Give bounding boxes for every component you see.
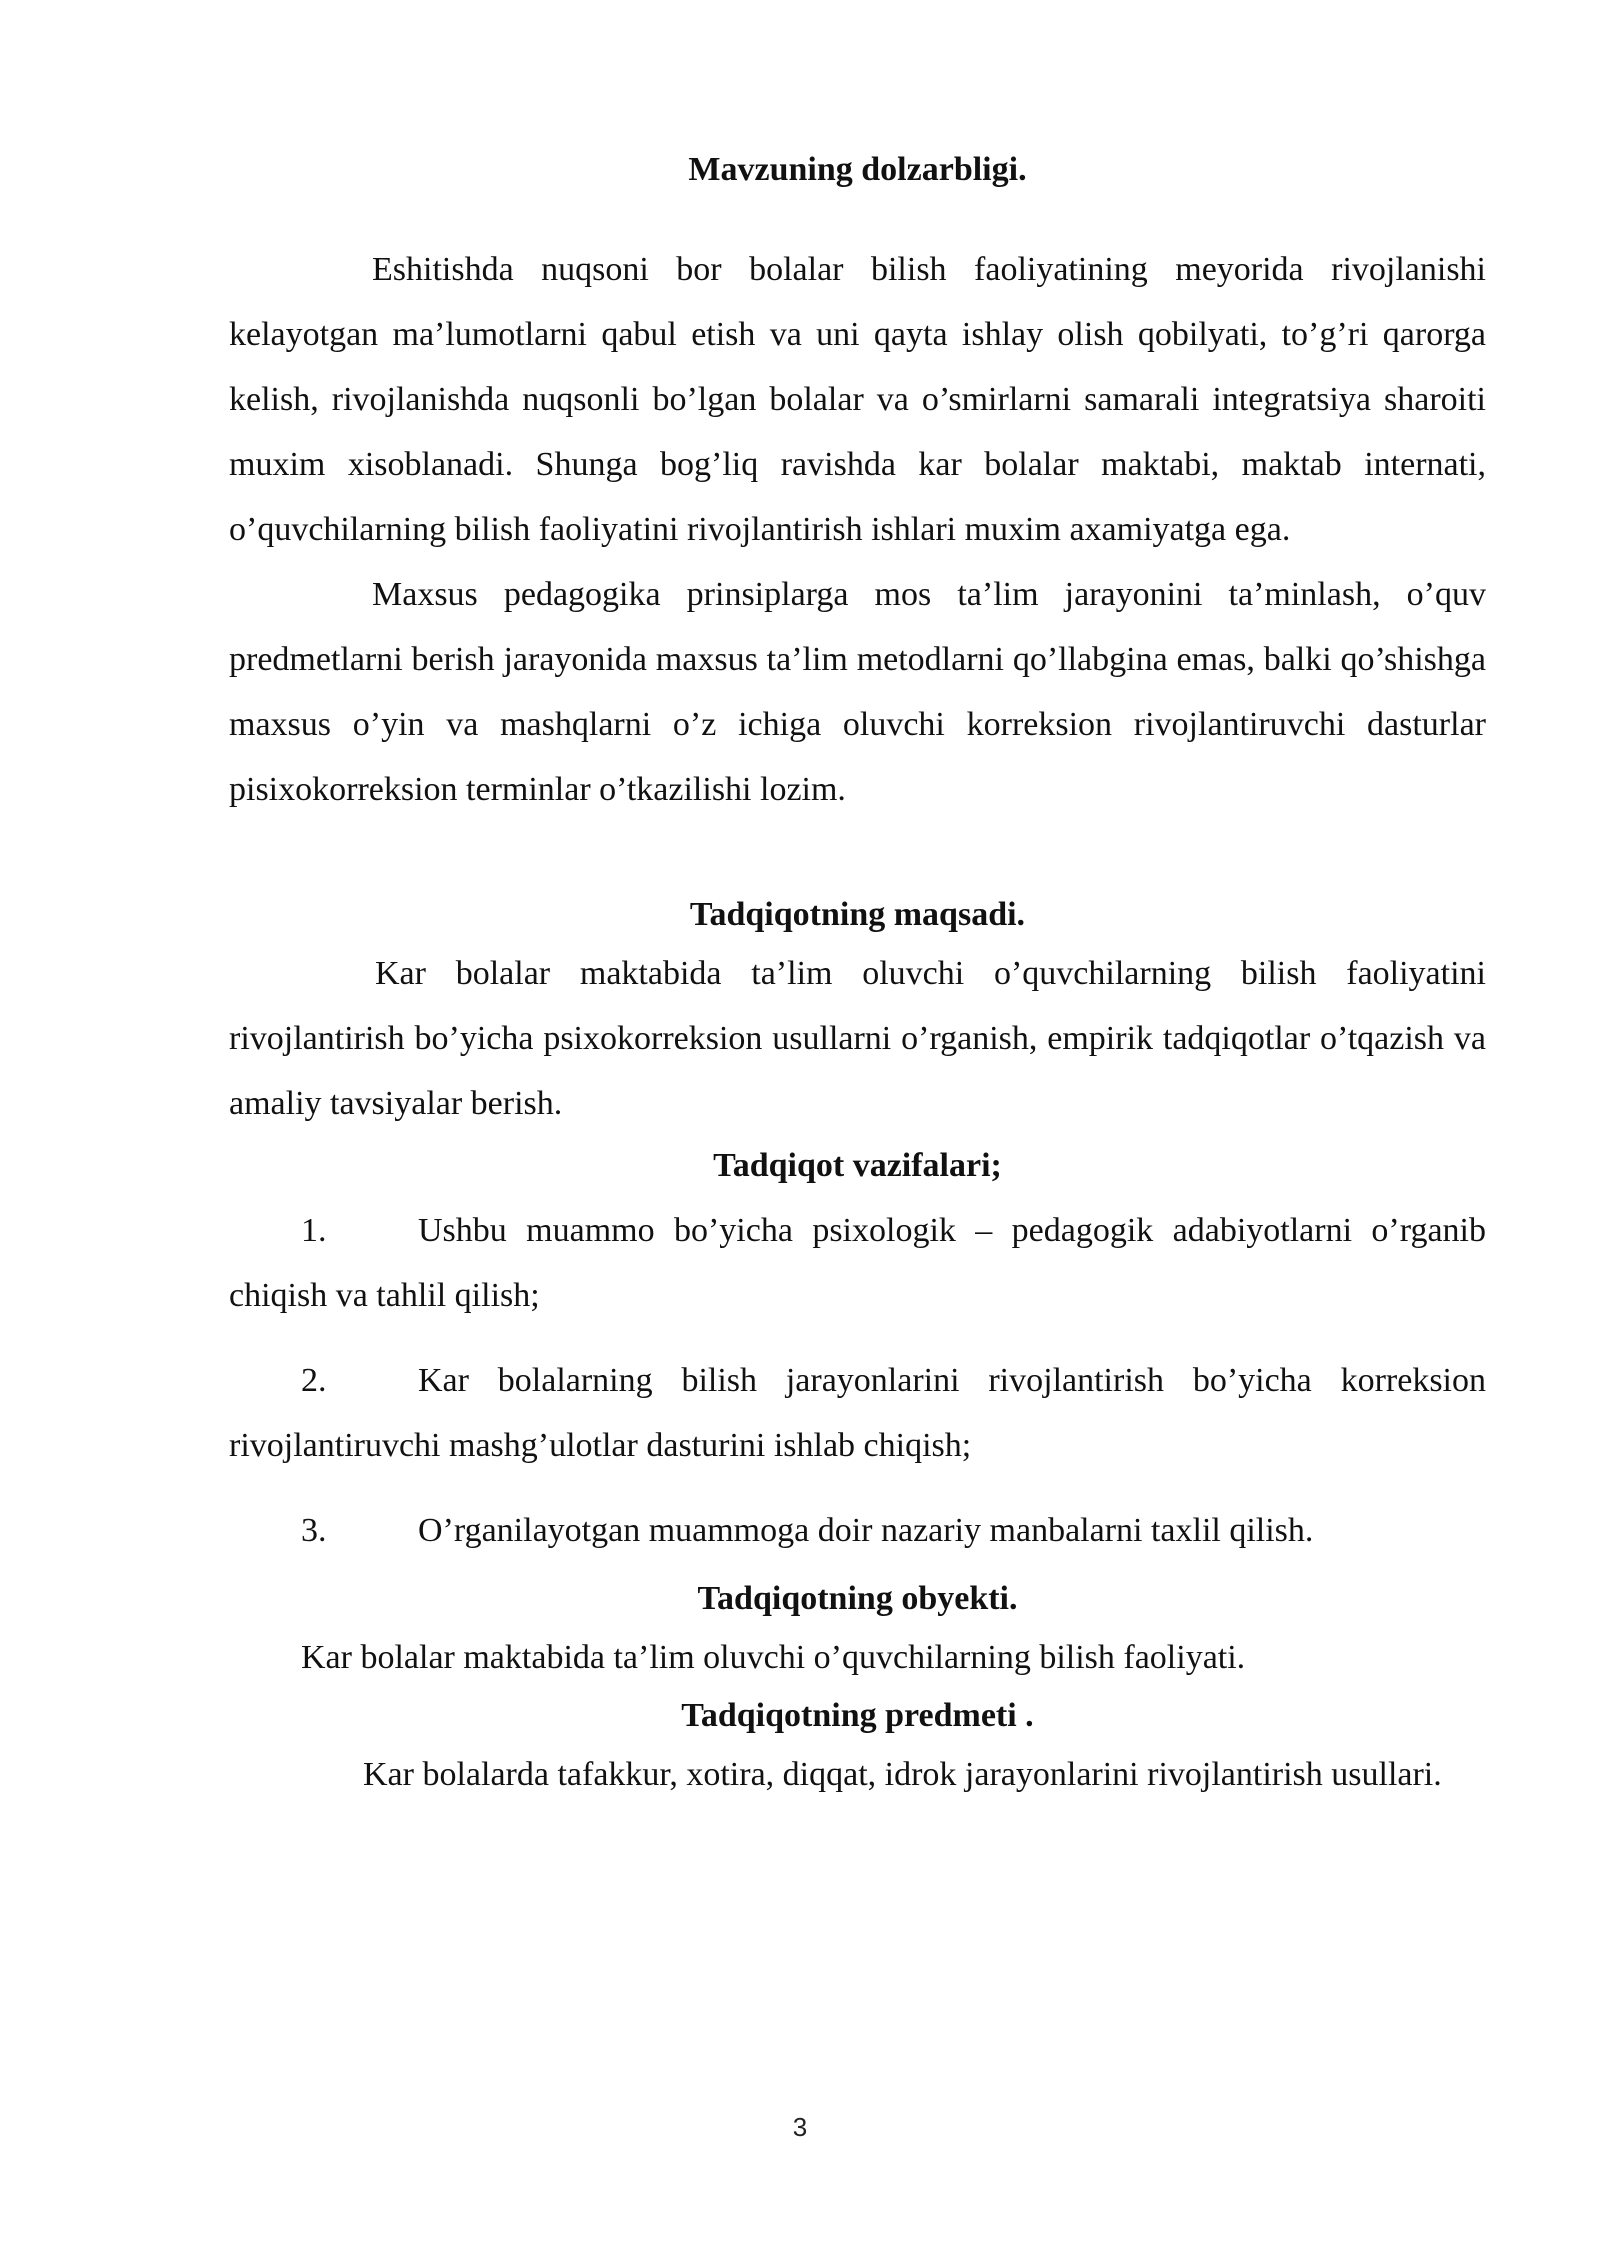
- document-page: [229, 150, 1486, 1807]
- list-item-3: [229, 1498, 1486, 1563]
- heading-vazifalar: Tadqiqot vazifalari;: [713, 1147, 1002, 1184]
- list-item-2: [229, 1348, 1486, 1478]
- paragraph-dolzarblik-1: Eshitishda nuqsoni bor bolalar bilish faoliyatining meyorida rivojlanishi kelayotgan ma’lumotlarni qabul etish va uni qayta ishlay olish qobilyati, to’g’ri qarorga kelish, rivojlanishda nuqsonli bo’lgan bolalar va o’smirlarni samarali integratsiya sharoiti muxim xisoblanadi. Shunga bog’liq ravishda kar bolalar maktabi, maktab internati, o’quvchilarning bilish faoliyatini rivojlantirish ishlari muxim axamiyatga ega.: [229, 251, 1486, 548]
- heading-obyekt: Tadqiqotning obyekti.: [697, 1580, 1018, 1617]
- list-item-1: [229, 1198, 1486, 1328]
- heading-predmet: Tadqiqotning predmeti .: [681, 1697, 1034, 1734]
- list-number: 1.: [301, 1212, 327, 1249]
- paragraph-dolzarblik-2: Maxsus pedagogika prinsiplarga mos ta’lim jarayonini ta’minlash, o’quv predmetlarni berish jarayonida maxsus ta’lim metodlarni qo’llabgina emas, balki qo’shishga maxsus o’yin va mashqlarni o’z ichiga oluvchi korreksion rivojlantiruvchi dasturlar pisixokorreksion terminlar o’tkazilishi lozim.: [229, 576, 1486, 808]
- list-number: 3.: [301, 1512, 327, 1549]
- paragraph-obyekt: Kar bolalar maktabida ta’lim oluvchi o’quvchilarning bilish faoliyati.: [301, 1639, 1246, 1676]
- list-item-text: Kar bolalarning bilish jarayonlarini rivojlantirish bo’yicha korreksion rivojlantiruvchi mashg’ulotlar dasturini ishlab chiqish;: [229, 1362, 1486, 1464]
- list-item-text: Ushbu muammo bo’yicha psixologik – pedagogik adabiyotlarni o’rganib chiqish va tahlil qilish;: [229, 1212, 1486, 1314]
- heading-maqsad: Tadqiqotning maqsadi.: [689, 896, 1026, 933]
- heading-dolzarblik: Mavzuning dolzarbligi.: [688, 151, 1027, 188]
- page-number: 3: [792, 2112, 808, 2142]
- paragraph-predmet: Kar bolalarda tafakkur, xotira, diqqat, idrok jarayonlarini rivojlantirish usullari.: [363, 1756, 1442, 1793]
- list-number: 2.: [301, 1362, 327, 1399]
- paragraph-maqsad: Kar bolalar maktabida ta’lim oluvchi o’quvchilarning bilish faoliyatini rivojlantirish bo’yicha psixokorreksion usullarni o’rganish, empirik tadqiqotlar o’tqazish va amaliy tavsiyalar berish.: [229, 955, 1486, 1122]
- list-item-text: O’rganilayotgan muammoga doir nazariy manbalarni taxlil qilish.: [418, 1512, 1314, 1549]
